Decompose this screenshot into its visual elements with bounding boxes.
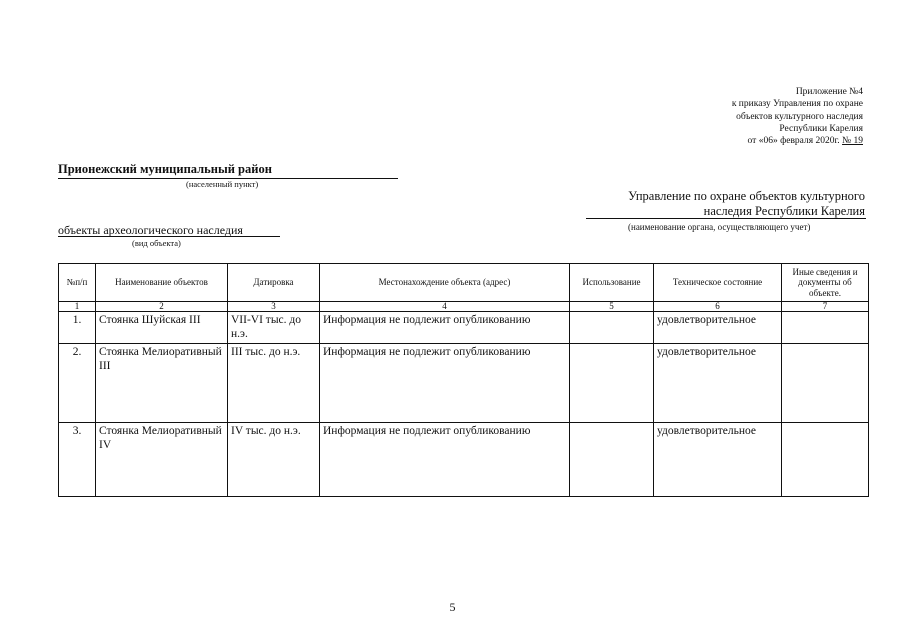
object-type-caption: (вид объекта) — [132, 238, 181, 248]
object-condition: удовлетворительное — [654, 312, 782, 344]
object-usage — [570, 312, 654, 344]
row-number: 3. — [59, 423, 96, 497]
appendix-line-1: Приложение №4 — [795, 87, 863, 97]
column-number: 1 — [59, 302, 96, 312]
header-cell: Техническое состояние — [654, 264, 782, 302]
appendix-line-5 — [563, 135, 863, 147]
department-line-1: Управление по охране объектов культурного — [628, 189, 865, 203]
page-number: 5 — [449, 600, 456, 614]
column-number: 4 — [320, 302, 570, 312]
header-cell: №п/п — [59, 264, 96, 302]
table-row — [59, 344, 869, 423]
department-underline — [586, 218, 866, 219]
row-number: 2. — [59, 344, 96, 423]
object-other — [782, 423, 869, 497]
appendix-line-4: Республики Карелия — [779, 123, 863, 134]
object-type-underline — [58, 236, 280, 237]
object-date: IV тыс. до н.э. — [228, 423, 320, 497]
register-table — [58, 263, 869, 497]
column-number: 6 — [654, 302, 782, 312]
appendix-line-2: к приказу Управления по охране — [731, 99, 863, 110]
object-other — [782, 344, 869, 423]
object-condition: удовлетворительное — [654, 423, 782, 497]
order-number: № 19 — [842, 136, 863, 147]
department-line-2: наследия Республики Карелия — [703, 204, 865, 218]
column-number: 5 — [570, 302, 654, 312]
header-cell: Наименование объектов — [96, 264, 228, 302]
table-row — [59, 312, 869, 344]
district-name: Прионежский муниципальный район — [58, 162, 272, 176]
object-date: III тыс. до н.э. — [228, 344, 320, 423]
object-date: VII-VI тыс. до н.э. — [228, 312, 320, 344]
object-location: Информация не подлежит опубликованию — [320, 344, 570, 423]
district-caption: (населенный пункт) — [186, 179, 259, 189]
column-number: 3 — [228, 302, 320, 312]
header-cell: Использование — [570, 264, 654, 302]
order-date: от «06» февраля 2020г. — [747, 136, 840, 147]
object-location: Информация не подлежит опубликованию — [320, 312, 570, 344]
object-other — [782, 312, 869, 344]
column-number: 7 — [782, 302, 869, 312]
row-number: 1. — [59, 312, 96, 344]
object-usage — [570, 423, 654, 497]
column-number-row — [59, 302, 869, 312]
table-header-row — [59, 264, 869, 302]
appendix-block — [563, 86, 863, 147]
object-name: Стоянка Мелиоративный III — [96, 344, 228, 423]
object-condition: удовлетворительное — [654, 344, 782, 423]
object-name: Стоянка Шуйская III — [96, 312, 228, 344]
header-cell: Местонахождение объекта (адрес) — [320, 264, 570, 302]
table-row — [59, 423, 869, 497]
object-type: объекты археологического наследия — [58, 223, 243, 237]
column-number: 2 — [96, 302, 228, 312]
header-cell: Иные сведения и документы об объекте. — [782, 264, 869, 302]
department-name — [545, 189, 865, 219]
department-caption: (наименование органа, осуществляющего учет) — [628, 222, 811, 232]
object-location: Информация не подлежит опубликованию — [320, 423, 570, 497]
header-cell: Датировка — [228, 264, 320, 302]
object-usage — [570, 344, 654, 423]
appendix-line-3: объектов культурного наследия — [736, 111, 863, 122]
object-name: Стоянка Мелиоративный IV — [96, 423, 228, 497]
